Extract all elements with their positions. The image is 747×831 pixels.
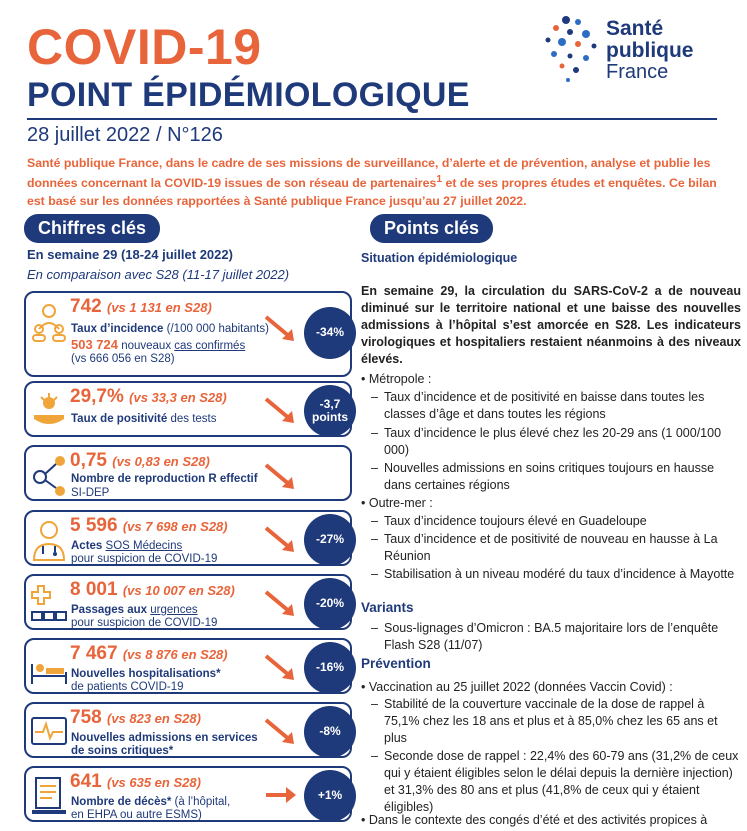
r-compare: (vs 0,83 en S28) — [112, 454, 210, 469]
urgences-value: 8 001 — [70, 579, 118, 600]
deaths-label-line2: en EHPA ou autre ESMS) — [71, 809, 202, 821]
situation-heading: Situation épidémiologique — [361, 251, 518, 265]
arrow-down-right-icon — [264, 313, 298, 343]
hosp-change-badge: -16% — [304, 642, 356, 694]
sos-compare: (vs 7 698 en S28) — [122, 519, 228, 534]
positivity-compare: (vs 33,3 en S28) — [129, 390, 227, 405]
logo-line-2: publique — [606, 39, 694, 63]
summary-paragraph — [361, 283, 741, 367]
deaths-change-badge: +1% — [304, 770, 356, 822]
r-value: 0,75 — [70, 450, 107, 471]
intro-text-b: et de ses propres études et enquêtes. Ce bilan est basé sur les données rapportées à Santé publique France jusqu’au 27 juillet 2022. — [27, 175, 717, 208]
prevention-heading: Prévention — [361, 656, 431, 671]
people-icon — [30, 299, 68, 343]
arrow-down-right-icon — [264, 588, 298, 618]
urgences-label-pre: Passages aux — [71, 604, 151, 616]
hospital-bed-icon — [30, 646, 68, 690]
sos-medecins-link[interactable]: SOS Médecins — [105, 540, 183, 552]
hosp-compare: (vs 8 876 en S28) — [122, 647, 228, 662]
urgences-change-badge: -20% — [304, 578, 356, 630]
metropole-bullet: • Métropole : — [361, 372, 432, 386]
context-text: Dans le contexte des congés d’été et des activités propices à — [368, 813, 708, 827]
intro-footnote-mark: 1 — [436, 173, 443, 185]
deaths-compare: (vs 635 en S28) — [106, 775, 201, 790]
om-item: – Taux d’incidence et de positivité de nouveau en hausse à La Réunion — [371, 531, 741, 565]
variants-item: – Sous-lignages d’Omicron : BA.5 majoritaire lors de l’enquête Flash S28 (11/07) — [371, 620, 741, 654]
issue-date: 28 juillet 2022 / N°126 — [27, 124, 223, 146]
network-icon — [30, 453, 68, 497]
positivity-change-badge: -3,7 points — [304, 385, 356, 437]
intro-text-a: Santé publique France, dans le cadre de ses missions de surveillance, d’alerte et de prévention, analyse et publie les données concernant la COVID-19 issues de son réseau de partenaires — [27, 156, 711, 190]
hosp-value: 7 467 — [70, 643, 118, 664]
points-cles-pill: Points clés — [370, 214, 493, 243]
sos-value: 5 596 — [70, 515, 118, 536]
doctor-icon — [30, 518, 68, 562]
incidence-change-badge: -34% — [304, 307, 356, 359]
compare-label: En comparaison avec S28 (11-17 juillet 2022) — [27, 267, 290, 282]
sos-change-badge: -27% — [304, 514, 356, 566]
incidence-label-unit: (/100 000 habitants) — [163, 323, 269, 335]
vaccination-bullet: • Vaccination au 25 juillet 2022 (données Vaccin Covid) : — [361, 680, 673, 694]
virus-test-icon — [30, 389, 68, 433]
urgences-compare: (vs 10 007 en S28) — [122, 583, 235, 598]
critical-label: Nouvelles admissions en services — [71, 732, 258, 744]
heart-monitor-icon — [30, 710, 68, 754]
chiffres-cles-pill: Chiffres clés — [24, 214, 160, 243]
vacc-item: – Stabilité de la couverture vaccinale de la dose de rappel à 75,1% chez les 18 ans et plus et à 85,0% chez les 65 ans et plus — [371, 696, 741, 747]
critical-label-tail: de soins critiques* — [71, 745, 174, 757]
arrow-down-right-icon — [264, 524, 298, 554]
arrow-down-right-icon — [264, 461, 298, 491]
om-item: – Taux d’incidence toujours élevé en Guadeloupe — [371, 513, 741, 530]
positivity-label-tail: des tests — [167, 413, 217, 425]
deaths-label: Nombre de décès* — [71, 796, 172, 808]
vaccination-label: Vaccination au 25 juillet 2022 (données Vaccin Covid) : — [368, 680, 673, 694]
outremer-bullet: • Outre-mer : — [361, 496, 433, 510]
r-source: SI-DEP — [71, 487, 110, 499]
om-item: – Stabilisation à un niveau modéré du taux d’incidence à Mayotte — [371, 566, 741, 583]
cas-confirmes-link[interactable]: cas confirmés — [174, 340, 246, 352]
metro-item: – Taux d’incidence et de positivité en baisse dans toutes les classes d’âge et dans toutes les régions — [371, 389, 741, 423]
incidence-label: Taux d’incidence — [71, 323, 164, 335]
vacc-item: – Seconde dose de rappel : 22,4% des 60-79 ans (31,2% de ceux qui y étaient éligibles selon le délai depuis la dernière injection) et 31,3% des 80 ans et plus (41,8% de ceux qui y étaient éligibles) — [371, 748, 741, 816]
deaths-label-tail: (à l’hôpital, — [171, 796, 231, 808]
card-incidence — [24, 291, 352, 377]
r-label: Nombre de reproduction R effectif — [71, 473, 258, 485]
incidence-value: 742 — [70, 296, 102, 317]
logo-line-1: Santé — [606, 17, 664, 40]
metro-item: – Nouvelles admissions en soins critiques toujours en hausse dans certaines régions — [371, 460, 741, 494]
summary-text: , la circulation du SARS-CoV-2 a de nouveau diminué sur le territoire national et une baisse des nouvelles admissions à l’hôpital s’est amorcée en S28. Les indicateurs virologiques et hospitaliers restaient néanmoins à des niveaux élevés. — [361, 284, 741, 366]
week-label: En semaine 29 (18-24 juillet 2022) — [27, 247, 233, 262]
cases-value: 503 724 — [71, 337, 118, 352]
critical-compare: (vs 823 en S28) — [106, 711, 201, 726]
document-icon — [30, 774, 68, 818]
intro-paragraph — [27, 155, 717, 211]
metropole-label: Métropole : — [368, 372, 432, 386]
card-soins-critiques — [24, 702, 352, 758]
critical-change-badge: -8% — [304, 706, 356, 758]
positivity-value: 29,7% — [70, 386, 124, 407]
hosp-label: Nouvelles hospitalisations* — [71, 668, 221, 680]
page-subtitle: POINT ÉPIDÉMIOLOGIQUE — [27, 76, 470, 114]
positivity-label: Taux de positivité — [71, 413, 168, 425]
logo-dots-icon — [540, 14, 602, 96]
arrow-right-icon — [264, 780, 298, 810]
urgences-link[interactable]: urgences — [150, 604, 198, 616]
card-urgences — [24, 574, 352, 630]
arrow-down-right-icon — [264, 716, 298, 746]
deaths-value: 641 — [70, 771, 102, 792]
page-title: COVID-19 — [27, 19, 262, 75]
cases-compare: (vs 666 056 en S28) — [71, 353, 175, 365]
arrow-down-right-icon — [264, 395, 298, 425]
incidence-compare: (vs 1 131 en S28) — [106, 300, 212, 315]
metro-item: – Taux d’incidence le plus élevé chez les 20-29 ans (1 000/100 000) — [371, 425, 741, 459]
summary-week: En semaine 29 — [361, 284, 455, 298]
critical-value: 758 — [70, 707, 102, 728]
card-r-effectif — [24, 445, 352, 501]
header-divider — [27, 118, 717, 120]
context-bullet: • Dans le contexte des congés d’été et des activités propices à — [361, 813, 708, 827]
variants-heading: Variants — [361, 600, 414, 615]
sos-label-tail: pour suspicion de COVID-19 — [71, 553, 218, 565]
outremer-label: Outre-mer : — [368, 496, 433, 510]
urgences-label-tail: pour suspicion de COVID-19 — [71, 617, 218, 629]
hosp-label-tail: de patients COVID-19 — [71, 681, 184, 693]
cases-text: nouveaux — [118, 340, 175, 352]
waiting-room-icon — [30, 582, 68, 626]
card-hospitalisations — [24, 638, 352, 694]
sante-publique-france-logo — [540, 14, 740, 98]
card-positivity — [24, 381, 352, 437]
logo-line-3: France — [606, 61, 669, 84]
card-deces — [24, 766, 352, 822]
sos-label-pre: Actes — [71, 540, 106, 552]
arrow-down-right-icon — [264, 652, 298, 682]
card-sos-medecins — [24, 510, 352, 566]
